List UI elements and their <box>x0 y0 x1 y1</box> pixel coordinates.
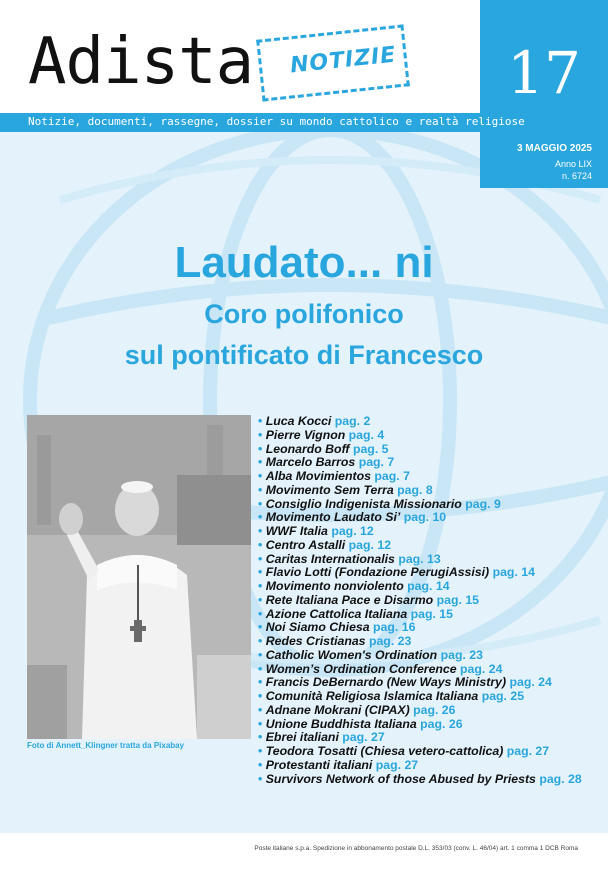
toc-page: pag. 23 <box>368 634 412 648</box>
toc-page: pag. 9 <box>465 496 501 511</box>
toc-author: Flavio Lotti (Fondazione PerugiAssisi) <box>265 565 490 580</box>
toc-page: pag. 27 <box>342 730 385 745</box>
toc-page: pag. 12 <box>348 537 392 552</box>
toc-item <box>258 690 582 704</box>
toc-author: Consiglio Indigenista Missionario <box>265 496 462 511</box>
toc-item <box>258 539 582 553</box>
bullet-icon: • <box>258 565 266 580</box>
toc-item <box>258 443 582 457</box>
bullet-icon: • <box>258 730 266 745</box>
footer-background <box>0 833 608 875</box>
toc-author: Marcelo Barros <box>265 455 356 470</box>
bullet-icon: • <box>258 427 266 442</box>
toc-page: pag. 28 <box>539 771 582 786</box>
toc-page: pag. 4 <box>348 427 385 442</box>
bullet-icon: • <box>258 661 266 676</box>
headline-title: Laudato... ni <box>174 238 434 287</box>
toc-page: pag. 16 <box>373 620 416 635</box>
toc-author: WWF Italia <box>265 524 328 538</box>
toc-item <box>258 525 582 539</box>
toc-item <box>258 566 582 580</box>
bullet-icon: • <box>258 496 266 511</box>
toc-item <box>258 635 582 649</box>
toc-item <box>258 553 582 567</box>
toc-page: pag. 24 <box>460 661 503 676</box>
toc-item <box>258 663 582 677</box>
table-of-contents <box>258 415 582 786</box>
bullet-icon: • <box>258 634 266 648</box>
toc-page: pag. 8 <box>397 482 433 497</box>
toc-item <box>258 731 582 745</box>
toc-page: pag. 10 <box>403 510 447 525</box>
bullet-icon: • <box>258 702 266 717</box>
toc-author: Luca Kocci <box>265 414 332 428</box>
toc-item <box>258 484 582 498</box>
toc-author: Alba Movimientos <box>265 469 371 483</box>
headline-subtitle-1: Coro polifonico <box>204 299 404 329</box>
issue-year: Anno LIX <box>554 159 592 169</box>
toc-author: Women’s Ordination Conference <box>265 661 457 676</box>
bullet-icon: • <box>258 537 266 552</box>
toc-page: pag. 25 <box>481 689 525 703</box>
toc-author: Noi Siamo Chiesa <box>265 620 370 635</box>
bullet-icon: • <box>258 524 266 538</box>
toc-author: Protestanti italiani <box>265 757 373 772</box>
toc-page: pag. 5 <box>352 441 389 456</box>
bullet-icon: • <box>258 414 266 428</box>
toc-author: Centro Astalli <box>265 537 346 552</box>
bullet-icon: • <box>258 716 266 731</box>
toc-author: Unione Buddhista Italiana <box>265 716 417 731</box>
toc-item <box>258 676 582 690</box>
bullet-icon: • <box>258 592 266 607</box>
tagline: Notizie, documenti, rassegne, dossier su mondo cattolico e realtà religiose <box>28 115 525 128</box>
bullet-icon: • <box>258 757 266 772</box>
bullet-icon: • <box>258 689 266 703</box>
issue-serial: n. 6724 <box>561 171 592 181</box>
bullet-icon: • <box>258 771 266 786</box>
toc-item <box>258 718 582 732</box>
toc-author: Comunità Religiosa Islamica Italiana <box>265 689 479 703</box>
bullet-icon: • <box>258 579 266 593</box>
toc-page: pag. 15 <box>436 592 479 607</box>
toc-item <box>258 704 582 718</box>
toc-author: Survivors Network of those Abused by Priests <box>265 771 536 786</box>
bullet-icon: • <box>258 455 266 470</box>
toc-author: Leonardo Boff <box>265 441 350 456</box>
toc-page: pag. 15 <box>410 606 453 621</box>
bullet-icon: • <box>258 482 266 497</box>
toc-page: pag. 7 <box>358 455 395 470</box>
toc-author: Movimento nonviolento <box>265 579 404 593</box>
toc-item <box>258 745 582 759</box>
toc-page: pag. 23 <box>440 647 483 662</box>
toc-page: pag. 7 <box>374 469 410 483</box>
toc-item <box>258 511 582 525</box>
postal-notice: Poste italiane s.p.a. Spedizione in abbonamento postale D.L. 353/03 (conv. L. 46/04) art. 1 comma 1 DCB Roma <box>254 845 578 852</box>
toc-author: Pierre Vignon <box>265 427 346 442</box>
pope-photo-illustration <box>27 415 251 739</box>
toc-item <box>258 415 582 429</box>
logo: Adista <box>28 25 254 99</box>
toc-item <box>258 773 582 787</box>
cover-photo <box>27 415 251 739</box>
issue-number: 17 <box>507 39 581 107</box>
toc-item <box>258 580 582 594</box>
bullet-icon: • <box>258 606 266 621</box>
toc-author: Movimento Sem Terra <box>265 482 394 497</box>
toc-author: Caritas Internationalis <box>265 551 395 566</box>
toc-page: pag. 13 <box>398 551 441 566</box>
toc-item <box>258 608 582 622</box>
toc-author: Redes Cristianas <box>265 634 366 648</box>
bullet-icon: • <box>258 620 266 635</box>
toc-author: Teodora Tosatti (Chiesa vetero-cattolica) <box>265 744 504 758</box>
toc-author: Francis DeBernardo (New Ways Ministry) <box>265 675 507 690</box>
headline-subtitle-2: sul pontificato di Francesco <box>124 340 484 370</box>
toc-page: pag. 14 <box>407 579 450 593</box>
photo-caption: Foto di Annett_Klingner tratta da Pixabay <box>27 741 185 750</box>
toc-author: Adnane Mokrani (CIPAX) <box>265 702 410 717</box>
bullet-icon: • <box>258 551 266 566</box>
toc-item <box>258 429 582 443</box>
toc-item <box>258 498 582 512</box>
toc-page: pag. 14 <box>492 565 535 580</box>
toc-item <box>258 649 582 663</box>
toc-author: Rete Italiana Pace e Disarmo <box>265 592 434 607</box>
stamp-label: NOTIZIE <box>288 42 398 79</box>
toc-item <box>258 456 582 470</box>
issue-date: 3 MAGGIO 2025 <box>516 143 592 154</box>
bullet-icon: • <box>258 510 266 525</box>
bullet-icon: • <box>258 441 266 456</box>
toc-page: pag. 26 <box>413 702 456 717</box>
bullet-icon: • <box>258 744 266 758</box>
bullet-icon: • <box>258 469 266 483</box>
toc-author: Movimento Laudato Si’ <box>265 510 401 525</box>
toc-item <box>258 759 582 773</box>
bullet-icon: • <box>258 647 266 662</box>
toc-page: pag. 26 <box>420 716 463 731</box>
toc-author: Ebrei italiani <box>265 730 339 745</box>
toc-page: pag. 27 <box>375 757 419 772</box>
toc-item <box>258 470 582 484</box>
toc-page: pag. 2 <box>334 414 371 428</box>
toc-item <box>258 621 582 635</box>
toc-page: pag. 24 <box>509 675 552 690</box>
toc-item <box>258 594 582 608</box>
toc-author: Catholic Women's Ordination <box>265 647 438 662</box>
bullet-icon: • <box>258 675 266 690</box>
toc-page: pag. 27 <box>506 744 550 758</box>
toc-page: pag. 12 <box>331 524 374 538</box>
toc-author: Azione Cattolica Italiana <box>265 606 408 621</box>
